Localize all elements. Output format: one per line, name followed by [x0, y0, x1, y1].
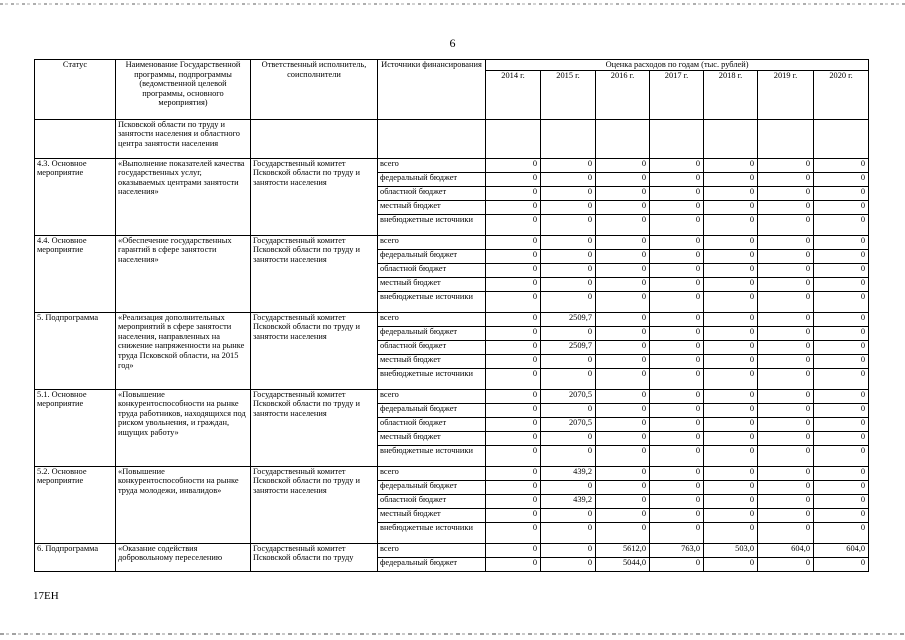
- expense-value: 0: [596, 291, 650, 312]
- header-year: 2019 г.: [758, 70, 814, 119]
- expense-value: 0: [758, 200, 814, 214]
- expense-value: 0: [650, 200, 704, 214]
- expense-value: 0: [814, 277, 869, 291]
- funding-source: федеральный бюджет: [378, 403, 486, 417]
- expense-value: 0: [486, 158, 541, 172]
- expense-value: 763,0: [650, 543, 704, 557]
- expense-value: 0: [650, 480, 704, 494]
- table-row: [35, 235, 869, 249]
- funding-source: местный бюджет: [378, 508, 486, 522]
- expense-value: 0: [704, 291, 758, 312]
- expense-value: 0: [814, 186, 869, 200]
- expense-value: 0: [486, 263, 541, 277]
- expense-value: 0: [650, 494, 704, 508]
- expense-value: 0: [758, 172, 814, 186]
- expense-value: 0: [704, 368, 758, 389]
- expense-value: 0: [814, 445, 869, 466]
- expense-value: 0: [486, 312, 541, 326]
- expense-value: 0: [704, 522, 758, 543]
- expense-value: 0: [650, 431, 704, 445]
- expense-value: 0: [758, 508, 814, 522]
- expense-value: 0: [758, 417, 814, 431]
- expense-value: 0: [486, 235, 541, 249]
- expense-value: 0: [486, 466, 541, 480]
- expense-value: 604,0: [758, 543, 814, 557]
- expense-value: 0: [486, 326, 541, 340]
- expense-value: 0: [596, 494, 650, 508]
- expense-value: 0: [814, 522, 869, 543]
- expense-value: 0: [814, 368, 869, 389]
- expense-value: 0: [541, 403, 596, 417]
- funding-source: внебюджетные источники: [378, 368, 486, 389]
- expense-value: 0: [704, 312, 758, 326]
- expense-value: 0: [704, 389, 758, 403]
- funding-source: всего: [378, 466, 486, 480]
- expense-value: 0: [596, 389, 650, 403]
- expense-value: 0: [704, 186, 758, 200]
- row-program-name: «Выполнение показателей качества государственных услуг, оказываемых центрами занятости населения»: [116, 158, 251, 235]
- funding-source: областной бюджет: [378, 263, 486, 277]
- row-status: 5.2. Основное мероприятие: [35, 466, 116, 543]
- expense-value: 0: [704, 326, 758, 340]
- expense-value: 0: [758, 158, 814, 172]
- expense-value: 0: [704, 508, 758, 522]
- row-executor: Государственный комитет Псковской области по труду и занятости населения: [251, 235, 378, 312]
- table-row: [35, 158, 869, 172]
- expense-value: 0: [486, 214, 541, 235]
- expense-value: 0: [704, 480, 758, 494]
- expense-value: 0: [650, 291, 704, 312]
- expense-value: 0: [596, 508, 650, 522]
- expense-value: 0: [650, 186, 704, 200]
- expense-value: 0: [541, 158, 596, 172]
- funding-source: всего: [378, 158, 486, 172]
- expense-value: 0: [704, 466, 758, 480]
- expense-value: 0: [541, 557, 596, 571]
- expense-value: 0: [486, 291, 541, 312]
- expense-value: 0: [541, 277, 596, 291]
- expense-value: 0: [758, 522, 814, 543]
- row-executor: Государственный комитет Псковской области по труду и занятости населения: [251, 158, 378, 235]
- table-row: [35, 389, 869, 403]
- expense-value: 0: [650, 277, 704, 291]
- expense-value: 0: [596, 466, 650, 480]
- expense-value: 0: [596, 480, 650, 494]
- header-year: 2016 г.: [596, 70, 650, 119]
- expense-value: 0: [704, 431, 758, 445]
- expense-value: 0: [486, 557, 541, 571]
- expense-value: 0: [814, 214, 869, 235]
- expense-value: 5612,0: [596, 543, 650, 557]
- expense-value: 0: [704, 158, 758, 172]
- expense-value: 0: [758, 214, 814, 235]
- expense-value: 0: [541, 263, 596, 277]
- expense-value: 0: [758, 263, 814, 277]
- expense-value: 0: [596, 172, 650, 186]
- expense-value: 0: [814, 494, 869, 508]
- expense-value: 0: [486, 277, 541, 291]
- funding-source: федеральный бюджет: [378, 249, 486, 263]
- expense-value: 0: [758, 368, 814, 389]
- expense-value: 0: [486, 200, 541, 214]
- expense-value: 0: [814, 158, 869, 172]
- expense-value: 0: [814, 263, 869, 277]
- expense-value: 0: [758, 354, 814, 368]
- expense-value: 0: [486, 172, 541, 186]
- expense-value: 0: [650, 354, 704, 368]
- expense-value: 0: [704, 445, 758, 466]
- expense-value: 0: [650, 326, 704, 340]
- expense-value: 0: [704, 403, 758, 417]
- expense-value: 0: [814, 403, 869, 417]
- expense-value: 0: [650, 214, 704, 235]
- expense-value: 0: [486, 445, 541, 466]
- expense-value: 0: [486, 186, 541, 200]
- expense-value: 0: [596, 522, 650, 543]
- table-row: [35, 543, 869, 557]
- row-status: 5.1. Основное мероприятие: [35, 389, 116, 466]
- expense-value: 2509,7: [541, 340, 596, 354]
- funding-source: внебюджетные источники: [378, 291, 486, 312]
- expense-value: 0: [541, 368, 596, 389]
- expense-value: 0: [596, 263, 650, 277]
- funding-source: федеральный бюджет: [378, 172, 486, 186]
- expense-value: 0: [814, 312, 869, 326]
- expense-value: 0: [541, 354, 596, 368]
- expense-value: 0: [704, 557, 758, 571]
- funding-source: местный бюджет: [378, 277, 486, 291]
- expense-value: 0: [758, 235, 814, 249]
- table-row: [35, 466, 869, 480]
- expense-value: 0: [704, 417, 758, 431]
- funding-source: областной бюджет: [378, 186, 486, 200]
- document-code: 17ЕН: [33, 590, 59, 602]
- funding-source: всего: [378, 235, 486, 249]
- expense-value: 0: [814, 249, 869, 263]
- expense-value: 0: [758, 186, 814, 200]
- expense-value: 0: [758, 445, 814, 466]
- expense-value: 439,2: [541, 466, 596, 480]
- expense-value: 0: [596, 445, 650, 466]
- expense-value: 0: [486, 417, 541, 431]
- expense-value: 2070,5: [541, 417, 596, 431]
- expense-value: 0: [704, 263, 758, 277]
- expense-value: 0: [650, 557, 704, 571]
- expense-value: 0: [650, 403, 704, 417]
- expense-value: 0: [486, 431, 541, 445]
- expense-value: 0: [814, 354, 869, 368]
- expense-value: 0: [541, 249, 596, 263]
- expense-value: 0: [650, 522, 704, 543]
- header-row-1: [35, 60, 869, 71]
- expense-value: 0: [541, 186, 596, 200]
- expense-value: 0: [541, 326, 596, 340]
- header-year: 2017 г.: [650, 70, 704, 119]
- funding-source: всего: [378, 543, 486, 557]
- expense-value: 0: [814, 389, 869, 403]
- expense-value: 503,0: [704, 543, 758, 557]
- funding-source: федеральный бюджет: [378, 557, 486, 571]
- expense-value: 604,0: [814, 543, 869, 557]
- expense-value: 0: [704, 249, 758, 263]
- expense-value: 0: [541, 172, 596, 186]
- expense-value: 0: [486, 543, 541, 557]
- continuation-row: [35, 119, 869, 158]
- expense-value: 0: [541, 214, 596, 235]
- expense-value: 0: [596, 200, 650, 214]
- expense-value: 0: [596, 186, 650, 200]
- header-year: 2018 г.: [704, 70, 758, 119]
- expense-value: 0: [650, 466, 704, 480]
- expense-value: 0: [758, 312, 814, 326]
- expense-value: 0: [814, 200, 869, 214]
- expense-value: 0: [541, 522, 596, 543]
- expense-value: 0: [596, 249, 650, 263]
- funding-source: областной бюджет: [378, 417, 486, 431]
- expense-value: 0: [650, 312, 704, 326]
- expense-value: 0: [486, 368, 541, 389]
- expense-value: 0: [814, 466, 869, 480]
- expense-value: 0: [596, 326, 650, 340]
- expense-value: 0: [541, 543, 596, 557]
- row-program-name: «Реализация дополнительных мероприятий в сфере занятости населения, направленных на снижение напряженности на рынке труда Псковской области, на 2015 год»: [116, 312, 251, 389]
- expense-value: 0: [814, 557, 869, 571]
- expense-value: 0: [704, 354, 758, 368]
- row-program-name: «Повышение конкурентоспособности на рынке труда молодежи, инвалидов»: [116, 466, 251, 543]
- funding-source: федеральный бюджет: [378, 480, 486, 494]
- funding-source: местный бюджет: [378, 431, 486, 445]
- header-program-name: Наименование Государственной программы, подпрограммы (ведомственной целевой программы, основного мероприятия): [116, 60, 251, 120]
- expense-value: 2070,5: [541, 389, 596, 403]
- expense-value: 0: [650, 249, 704, 263]
- expense-value: 0: [486, 508, 541, 522]
- budget-table: [34, 59, 869, 572]
- expense-value: 0: [758, 291, 814, 312]
- expense-value: 0: [486, 403, 541, 417]
- row-executor: Государственный комитет Псковской области по труду: [251, 543, 378, 571]
- row-status: 4.3. Основное мероприятие: [35, 158, 116, 235]
- expense-value: 439,2: [541, 494, 596, 508]
- funding-source: областной бюджет: [378, 494, 486, 508]
- funding-source: внебюджетные источники: [378, 522, 486, 543]
- expense-value: 0: [486, 480, 541, 494]
- expense-value: 0: [814, 340, 869, 354]
- scan-edge-top: [0, 3, 905, 5]
- expense-value: 0: [704, 340, 758, 354]
- expense-value: 0: [596, 340, 650, 354]
- header-executor: Ответственный исполнитель, соисполнители: [251, 60, 378, 120]
- expense-value: 0: [596, 158, 650, 172]
- expense-value: 0: [650, 158, 704, 172]
- expense-value: 0: [541, 431, 596, 445]
- row-program-name: «Обеспечение государственных гарантий в сфере занятости населения»: [116, 235, 251, 312]
- expense-value: 0: [486, 522, 541, 543]
- header-year: 2014 г.: [486, 70, 541, 119]
- expense-value: 0: [596, 354, 650, 368]
- expense-value: 0: [650, 417, 704, 431]
- row-executor: Государственный комитет Псковской области по труду и занятости населения: [251, 466, 378, 543]
- expense-value: 0: [814, 480, 869, 494]
- expense-value: 0: [814, 235, 869, 249]
- expense-value: 0: [650, 368, 704, 389]
- expense-value: 0: [486, 249, 541, 263]
- funding-source: всего: [378, 312, 486, 326]
- row-program-name: «Повышение конкурентоспособности на рынке труда работников, находящихся под риском увольнения, и граждан, ищущих работу»: [116, 389, 251, 466]
- table-row: [35, 312, 869, 326]
- scan-edge-bottom: [0, 633, 905, 635]
- header-expenses: Оценка расходов по годам (тыс. рублей): [486, 60, 869, 71]
- expense-value: 0: [758, 431, 814, 445]
- expense-value: 0: [596, 368, 650, 389]
- expense-value: 0: [758, 277, 814, 291]
- expense-value: 0: [704, 494, 758, 508]
- expense-value: 0: [758, 466, 814, 480]
- row-program-name: «Оказание содействия добровольному переселению: [116, 543, 251, 571]
- expense-value: 0: [758, 326, 814, 340]
- expense-value: 0: [814, 508, 869, 522]
- header-sources: Источники финансирования: [378, 60, 486, 120]
- expense-value: 0: [596, 312, 650, 326]
- expense-value: 0: [758, 389, 814, 403]
- expense-value: 0: [758, 557, 814, 571]
- page-number: 6: [449, 36, 456, 50]
- expense-value: 0: [704, 277, 758, 291]
- row-executor: Государственный комитет Псковской области по труду и занятости населения: [251, 389, 378, 466]
- expense-value: 0: [541, 480, 596, 494]
- expense-value: 0: [650, 172, 704, 186]
- row-status: 6. Подпрограмма: [35, 543, 116, 571]
- funding-source: внебюджетные источники: [378, 445, 486, 466]
- row-status: 5. Подпрограмма: [35, 312, 116, 389]
- header-year: 2015 г.: [541, 70, 596, 119]
- expense-value: 0: [596, 403, 650, 417]
- row-executor: Государственный комитет Псковской области по труду и занятости населения: [251, 312, 378, 389]
- expense-value: 0: [814, 326, 869, 340]
- expense-value: 0: [596, 417, 650, 431]
- expense-value: 0: [704, 200, 758, 214]
- expense-value: 5044,0: [596, 557, 650, 571]
- expense-value: 0: [596, 277, 650, 291]
- expense-value: 0: [650, 340, 704, 354]
- expense-value: 0: [541, 291, 596, 312]
- funding-source: федеральный бюджет: [378, 326, 486, 340]
- continuation-name: Псковской области по труду и занятости населения и областного центра занятости населения: [116, 119, 251, 158]
- expense-value: 0: [541, 445, 596, 466]
- expense-value: 0: [541, 235, 596, 249]
- expense-value: 0: [596, 431, 650, 445]
- funding-source: всего: [378, 389, 486, 403]
- expense-value: 0: [596, 235, 650, 249]
- funding-source: внебюджетные источники: [378, 214, 486, 235]
- expense-value: 0: [758, 249, 814, 263]
- expense-value: 0: [758, 403, 814, 417]
- expense-value: 0: [650, 445, 704, 466]
- expense-value: 0: [758, 480, 814, 494]
- expense-value: 0: [814, 431, 869, 445]
- expense-value: 0: [650, 235, 704, 249]
- expense-value: 0: [486, 340, 541, 354]
- expense-value: 0: [650, 263, 704, 277]
- expense-value: 0: [541, 200, 596, 214]
- expense-value: 0: [704, 235, 758, 249]
- row-status: 4.4. Основное мероприятие: [35, 235, 116, 312]
- expense-value: 0: [704, 172, 758, 186]
- expense-value: 0: [704, 214, 758, 235]
- expense-value: 0: [814, 291, 869, 312]
- expense-value: 2509,7: [541, 312, 596, 326]
- expense-value: 0: [596, 214, 650, 235]
- expense-value: 0: [814, 417, 869, 431]
- expense-value: 0: [486, 494, 541, 508]
- expense-value: 0: [814, 172, 869, 186]
- header-year: 2020 г.: [814, 70, 869, 119]
- header-status: Статус: [35, 60, 116, 120]
- expense-value: 0: [650, 508, 704, 522]
- expense-value: 0: [758, 340, 814, 354]
- expense-value: 0: [758, 494, 814, 508]
- expense-value: 0: [541, 508, 596, 522]
- funding-source: областной бюджет: [378, 340, 486, 354]
- funding-source: местный бюджет: [378, 354, 486, 368]
- funding-source: местный бюджет: [378, 200, 486, 214]
- expense-value: 0: [650, 389, 704, 403]
- expense-value: 0: [486, 354, 541, 368]
- expense-value: 0: [486, 389, 541, 403]
